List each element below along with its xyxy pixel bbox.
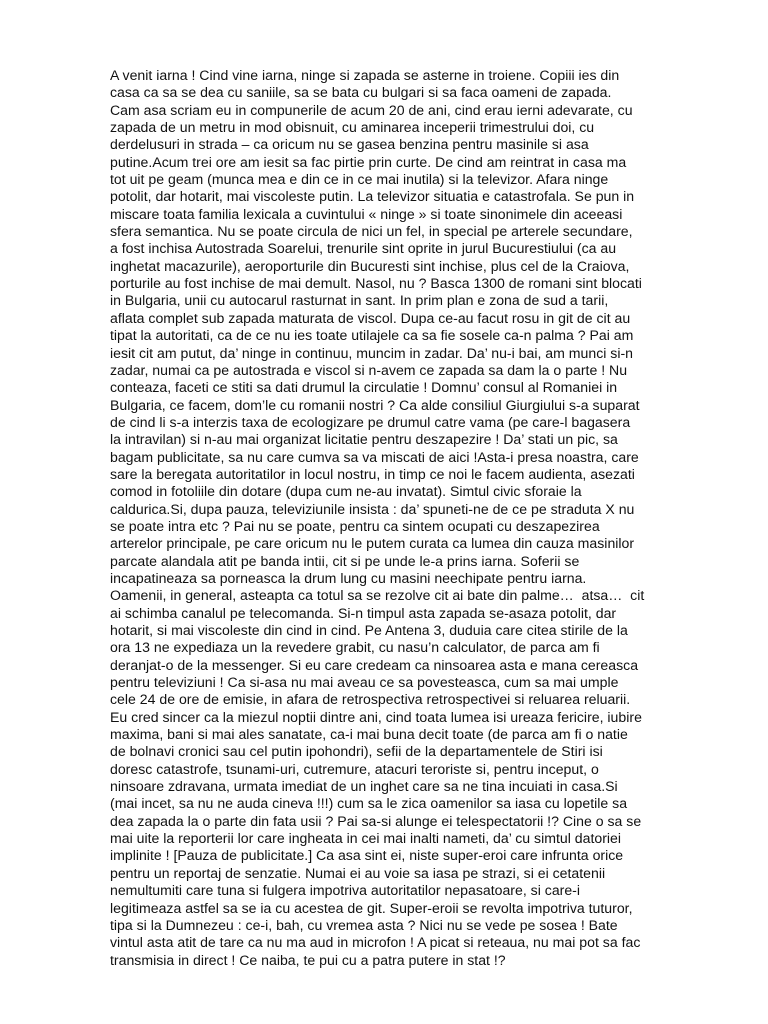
text-line: de cind li s-a interzis taxa de ecologizare pe drumul catre vama (pe care-l bagasera xyxy=(110,413,631,430)
text-line: zadar, numai ca pe autostrada e viscol si n-avem ce zapada sa dam la o parte ! Nu xyxy=(110,361,628,378)
text-line: comod in fotoliile din dotare (dupa cum ne-au invatat). Simtul civic sforaie la xyxy=(110,483,582,500)
text-line: Eu cred sincer ca la miezul noptii dintre ani, cind toata lumea isi ureaza fericire, iubire xyxy=(110,708,642,725)
text-line: de bolnavi cronici sau cel putin ipohondri), sefii de la departamentele de Stiri isi xyxy=(110,743,603,760)
text-line: ninsoare zdravana, urmata imediat de un inghet care sa ne tina incuiati in casa.Si xyxy=(110,778,618,795)
text-line: implinite ! [Pauza de publicitate.] Ca asa sint ei, niste super-eroi care infrunta orice xyxy=(110,847,624,864)
text-line: iesit cit am putut, da’ ninge in continuu, muncim in zadar. Da’ nu-i bai, am munci si-n xyxy=(110,344,634,361)
text-line: vintul asta atit de tare ca nu ma aud in microfon ! A picat si reteaua, nu mai pot sa fac xyxy=(110,934,641,951)
text-line: conteaza, faceti ce stiti sa dati drumul la circulatie ! Domnu’ consul al Romaniei in xyxy=(110,379,618,396)
text-line: maxima, bani si mai ales sanatate, ca-i mai buna decit toate (de parca am fi o natie xyxy=(110,726,628,743)
text-line: Cam asa scriam eu in compunerile de acum 20 de ani, cind erau ierni adevarate, cu xyxy=(110,101,633,118)
text-line: incapatineaza sa porneasca la drum lung cu masini neechipate pentru iarna. xyxy=(110,569,587,586)
text-line: ora 13 ne expediaza un la revedere grabit, cu nasu’n calculator, de parca am fi xyxy=(110,639,600,656)
text-line: porturile au fost inchise de mai demult. Nasol, nu ? Basca 1300 de romani sint blocati xyxy=(110,275,642,292)
text-line: casa ca sa se dea cu saniile, sa se bata cu bulgari si sa faca oameni de zapada. xyxy=(110,84,612,101)
text-line: derdelusuri in strada – ca oricum nu se gasea benzina pentru masinile si asa xyxy=(110,136,589,153)
text-line: nemultumiti care tuna si fulgera impotriva autoritatilor nepasatoare, si care-i xyxy=(110,882,581,899)
text-line: a fost inchisa Autostrada Soarelui, trenurile sint oprite in jurul Bucurestiului (ca au xyxy=(110,240,617,257)
text-line: Bulgaria, ce facem, dom’le cu romanii nostri ? Ca alde consiliul Giurgiului s-a suparat xyxy=(110,396,640,413)
text-line: zapada de un metru in mod obisnuit, cu aminarea inceperii trimestrului doi, cu xyxy=(110,119,595,136)
text-line: la intravilan) si n-au mai organizat licitatie pentru deszapezire ! Da’ stati un pic, sa xyxy=(110,431,618,448)
text-line: Oamenii, in general, asteapta ca totul sa se rezolve cit ai bate din palme… atsa… cit xyxy=(110,587,645,604)
text-line: tipa si la Dumnezeu : ce-i, bah, cu vremea asta ? Nici nu se vede pe sosea ! Bate xyxy=(110,916,618,933)
text-line: doresc catastrofe, tsunami-uri, cutremure, atacuri teroriste si, pentru inceput, o xyxy=(110,760,599,777)
text-line: A venit iarna ! Cind vine iarna, ninge si zapada se asterne in troiene. Copiii ies din xyxy=(110,67,620,83)
text-line: sfera semantica. Nu se poate circula de nici un fel, in special pe arterele secundare, xyxy=(110,223,633,240)
article-text xyxy=(110,67,670,969)
text-line: parcate alandala atit pe banda intii, cit si pe unde le-a prins iarna. Soferii se xyxy=(110,552,580,569)
text-line: deranjat-o de la messenger. Si eu care credeam ca ninsoarea asta e mana cereasca xyxy=(110,656,639,673)
text-line: aflata complet sub zapada maturata de viscol. Dupa ce-au facut rosu in git de cit au xyxy=(110,309,631,326)
text-line: pentru un reportaj de senzatie. Numai ei au voie sa iasa pe strazi, si ei cetatenii xyxy=(110,864,606,881)
text-line: mai uite la reporterii lor care ingheata in cei mai inalti nameti, da’ cu simtul datoriei xyxy=(110,830,622,847)
text-line: pentru televiziuni ! Ca si-asa nu mai aveau ce sa povesteasca, cum sa mai umple xyxy=(110,674,619,691)
text-line: tot uit pe geam (munca mea e din ce in ce mai inutila) si la televizor. Afara ninge xyxy=(110,171,609,188)
text-line: (mai incet, sa nu ne auda cineva !!!) cum sa le zica oamenilor sa iasa cu lopetile sa xyxy=(110,795,628,812)
text-line: caldurica.Si, dupa pauza, televiziunile insista : da’ spuneti-ne de ce pe straduta X nu xyxy=(110,500,635,517)
text-line: hotarit, si mai viscoleste din cind in cind. Pe Antena 3, duduia care citea stirile de la xyxy=(110,622,628,638)
text-line: bagam publicitate, sa nu care cumva sa va miscati de aici !Asta-i presa noastra, care xyxy=(110,448,639,465)
text-line: in Bulgaria, unii cu autocarul rasturnat in sant. In prim plan e zona de sud a tarii, xyxy=(110,292,609,309)
text-line: sare la beregata autoritatilor in locul nostru, in timp ce noi le facem audienta, asezati xyxy=(110,465,635,482)
text-line: miscare toata familia lexicala a cuvintului « ninge » si toate sinonimele din aceeasi xyxy=(110,205,623,222)
text-line: transmisia in direct ! Ce naiba, te pui cu a patra putere in stat !? xyxy=(110,951,506,968)
text-line: putine.Acum trei ore am iesit sa fac pirtie prin curte. De cind am reintrat in casa ma xyxy=(110,153,627,170)
text-line: dea zapada la o parte din fata usii ? Pai sa-si alunge ei telespectatorii !? Cine o sa se xyxy=(110,812,642,829)
text-line: inghetat macazurile), aeroporturile din Bucuresti sint inchise, plus cel de la Craiova, xyxy=(110,257,630,274)
text-line: arterelor principale, pe care oricum nu le putem curata ca lumea din cauza masinilor xyxy=(110,535,635,552)
text-line: cele 24 de ore de emisie, in afara de retrospectiva retrospectivei si reluarea reluarii. xyxy=(110,691,631,708)
text-line: tipat la autoritati, ca de ce nu ies toate utilajele ca sa fie sosele ca-n palma ? Pai am xyxy=(110,327,634,344)
text-line: se poate intra etc ? Pai nu se poate, pentru ca sintem ocupati cu deszapezirea xyxy=(110,517,600,534)
text-line: legitimeaza astfel sa se ia cu acestea de git. Super-eroii se revolta impotriva tuturor, xyxy=(110,899,633,916)
text-line: potolit, dar hotarit, mai viscoleste putin. La televizor situatia e catastrofala. Se pun in xyxy=(110,188,635,205)
text-line: ai schimba canalul pe telecomanda. Si-n timpul asta zapada se-asaza potolit, dar xyxy=(110,604,617,621)
